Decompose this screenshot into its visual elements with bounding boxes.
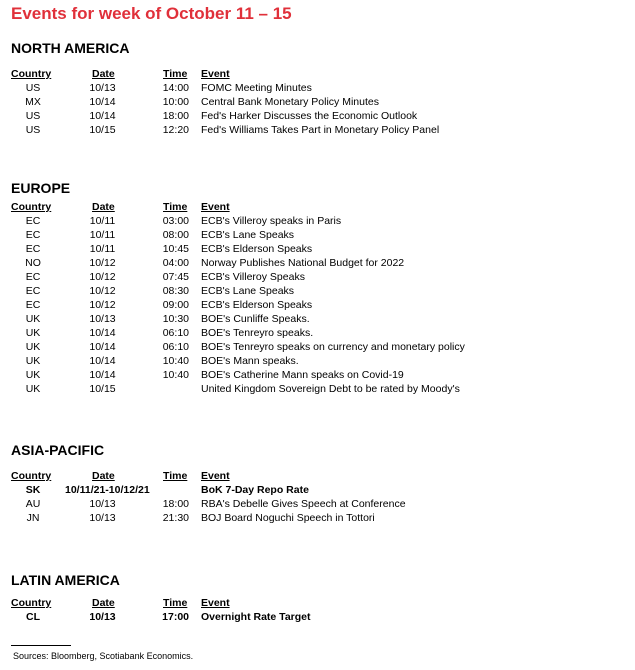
column-header-time: Time (163, 201, 188, 213)
cell-time: 09:00 (162, 299, 189, 311)
cell-time: 07:45 (162, 271, 189, 283)
cell-date: 10/12 (89, 285, 116, 297)
cell-country: UK (25, 355, 41, 367)
table-row (0, 383, 635, 397)
cell-event: Fed's Harker Discusses the Economic Outlook (201, 110, 418, 122)
cell-time: 04:00 (162, 257, 189, 269)
cell-date: 10/14 (89, 341, 116, 353)
cell-date: 10/15 (89, 124, 116, 136)
cell-date: 10/11/21-10/12/21 (65, 484, 150, 496)
column-header-date: Date (92, 470, 115, 482)
cell-time: 03:00 (162, 215, 189, 227)
cell-date: 10/13 (89, 498, 116, 510)
column-header-date: Date (92, 68, 115, 80)
cell-country: SK (25, 484, 41, 496)
table-header (0, 68, 635, 82)
cell-date: 10/14 (89, 369, 116, 381)
cell-date: 10/15 (89, 383, 116, 395)
cell-time: 18:00 (162, 498, 189, 510)
cell-date: 10/14 (89, 110, 116, 122)
cell-country: UK (25, 369, 41, 381)
column-header-time: Time (163, 68, 188, 80)
cell-time: 14:00 (162, 82, 189, 94)
cell-event: Central Bank Monetary Policy Minutes (201, 96, 379, 108)
cell-time: 12:20 (162, 124, 189, 136)
cell-time: 08:30 (162, 285, 189, 297)
cell-country: US (25, 82, 41, 94)
table-row (0, 512, 635, 526)
cell-time: 18:00 (162, 110, 189, 122)
cell-event: ECB's Lane Speaks (201, 229, 295, 241)
table-header (0, 470, 635, 484)
table-row (0, 484, 635, 498)
table-row (0, 96, 635, 110)
column-header-country: Country (11, 597, 52, 609)
cell-time: 06:10 (162, 327, 189, 339)
cell-time: 21:30 (162, 512, 189, 524)
table-row (0, 327, 635, 341)
cell-country: UK (25, 313, 41, 325)
cell-country: JN (26, 512, 40, 524)
cell-country: EC (25, 285, 41, 297)
cell-time: 17:00 (162, 611, 189, 623)
cell-event: BOE's Mann speaks. (201, 355, 299, 367)
cell-date: 10/13 (89, 82, 116, 94)
table-row (0, 82, 635, 96)
cell-country: UK (25, 341, 41, 353)
table-header (0, 201, 635, 215)
cell-event: ECB's Elderson Speaks (201, 299, 313, 311)
cell-time: 10:40 (162, 369, 189, 381)
cell-event: Overnight Rate Target (201, 611, 311, 623)
cell-country: US (25, 110, 41, 122)
cell-date: 10/11 (89, 229, 116, 241)
column-header-date: Date (92, 201, 115, 213)
column-header-event: Event (201, 201, 230, 213)
region-heading: EUROPE (11, 180, 71, 196)
cell-date: 10/13 (89, 611, 116, 623)
cell-country: EC (25, 271, 41, 283)
cell-event: FOMC Meeting Minutes (201, 82, 312, 94)
cell-time: 06:10 (162, 341, 189, 353)
cell-event: ECB's Villeroy speaks in Paris (201, 215, 342, 227)
cell-event: BoK 7-Day Repo Rate (201, 484, 309, 496)
cell-country: EC (25, 229, 41, 241)
cell-event: RBA's Debelle Gives Speech at Conference (201, 498, 406, 510)
cell-time: 10:00 (162, 96, 189, 108)
table-row (0, 611, 635, 625)
table-row (0, 313, 635, 327)
table-row (0, 341, 635, 355)
table-row (0, 243, 635, 257)
column-header-time: Time (163, 470, 188, 482)
cell-country: NO (25, 257, 41, 269)
table-row (0, 124, 635, 138)
column-header-date: Date (92, 597, 115, 609)
source-note: Sources: Bloomberg, Scotiabank Economics. (13, 651, 194, 661)
column-header-event: Event (201, 470, 230, 482)
cell-event: United Kingdom Sovereign Debt to be rated by Moody's (201, 383, 460, 395)
cell-country: EC (25, 243, 41, 255)
cell-country: US (25, 124, 41, 136)
cell-time: 10:30 (162, 313, 189, 325)
cell-time: 10:45 (162, 243, 189, 255)
cell-country: UK (25, 383, 41, 395)
table-row (0, 110, 635, 124)
column-header-country: Country (11, 201, 52, 213)
table-row (0, 285, 635, 299)
column-header-event: Event (201, 597, 230, 609)
table-row (0, 299, 635, 313)
cell-date: 10/11 (89, 243, 116, 255)
cell-date: 10/14 (89, 96, 116, 108)
table-row (0, 257, 635, 271)
cell-event: BOE's Catherine Mann speaks on Covid-19 (201, 369, 404, 381)
column-header-event: Event (201, 68, 230, 80)
column-header-country: Country (11, 470, 52, 482)
region-heading: ASIA-PACIFIC (11, 442, 105, 458)
cell-date: 10/11 (89, 215, 116, 227)
region-heading: LATIN AMERICA (11, 572, 120, 588)
column-header-time: Time (163, 597, 188, 609)
cell-date: 10/14 (89, 327, 116, 339)
page-title: Events for week of October 11 – 15 (11, 4, 292, 23)
cell-time: 10:40 (162, 355, 189, 367)
cell-event: BOJ Board Noguchi Speech in Tottori (201, 512, 375, 524)
cell-event: BOE's Tenreyro speaks. (201, 327, 314, 339)
cell-date: 10/14 (89, 355, 116, 367)
cell-event: ECB's Villeroy Speaks (201, 271, 305, 283)
table-row (0, 498, 635, 512)
cell-event: BOE's Cunliffe Speaks. (201, 313, 310, 325)
cell-country: AU (25, 498, 41, 510)
cell-date: 10/13 (89, 313, 116, 325)
column-header-country: Country (11, 68, 52, 80)
cell-event: Fed's Williams Takes Part in Monetary Policy Panel (201, 124, 440, 136)
cell-date: 10/12 (89, 257, 116, 269)
table-row (0, 215, 635, 229)
cell-country: EC (25, 215, 41, 227)
table-row (0, 271, 635, 285)
cell-country: CL (26, 611, 40, 623)
cell-date: 10/12 (89, 271, 116, 283)
cell-country: MX (25, 96, 41, 108)
table-row (0, 229, 635, 243)
cell-event: Norway Publishes National Budget for 2022 (201, 257, 405, 269)
cell-date: 10/12 (89, 299, 116, 311)
footnote-divider (11, 645, 71, 646)
cell-country: UK (25, 327, 41, 339)
cell-time: 08:00 (162, 229, 189, 241)
table-header (0, 597, 635, 611)
table-row (0, 355, 635, 369)
cell-country: EC (25, 299, 41, 311)
cell-event: ECB's Lane Speaks (201, 285, 295, 297)
cell-event: BOE's Tenreyro speaks on currency and monetary policy (201, 341, 465, 353)
cell-event: ECB's Elderson Speaks (201, 243, 313, 255)
region-heading: NORTH AMERICA (11, 40, 130, 56)
cell-date: 10/13 (89, 512, 116, 524)
table-row (0, 369, 635, 383)
